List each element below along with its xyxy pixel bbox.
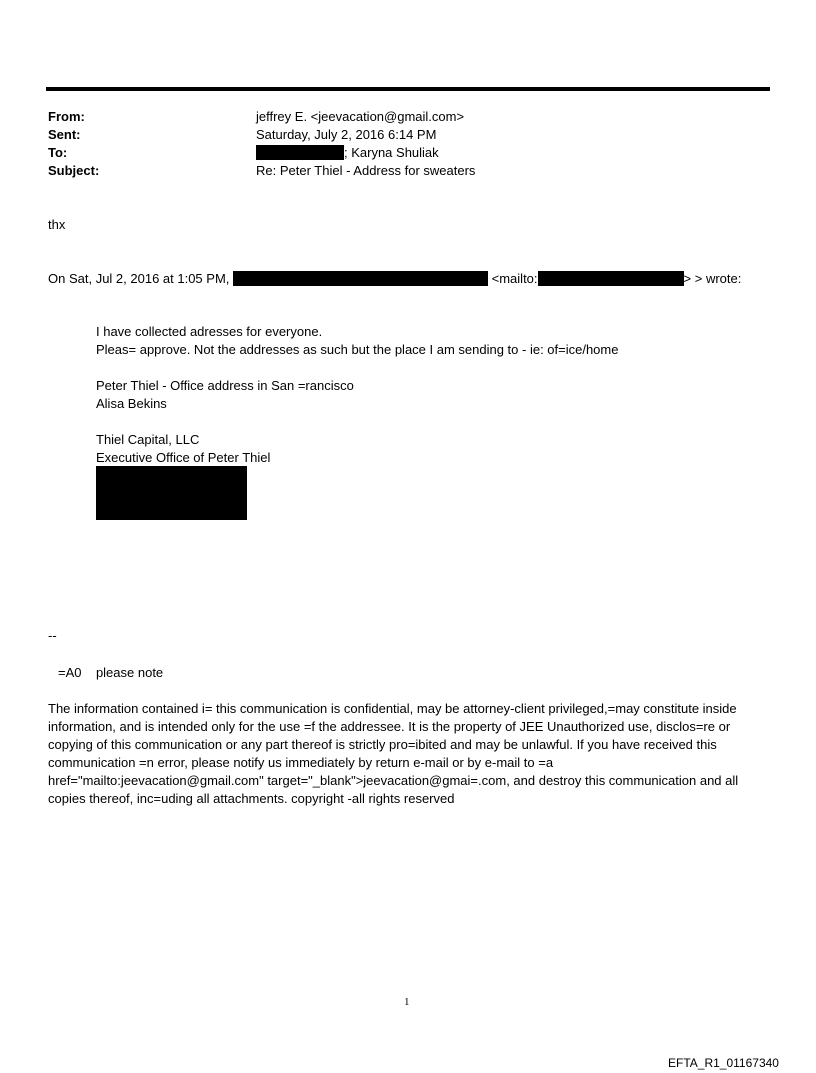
document-id: EFTA_R1_01167340 [668, 1056, 779, 1070]
sent-label: Sent: [48, 127, 81, 142]
header-rule [46, 87, 770, 91]
redaction-bar [233, 271, 488, 286]
quoted-line: Executive Office of Peter Thiel [96, 450, 271, 465]
from-value: jeffrey E. <jeevacation@gmail.com> [256, 109, 465, 124]
quoted-line: I have collected adresses for everyone. [96, 324, 323, 339]
redaction-bar [538, 271, 684, 286]
signature-note: =A0 please note [58, 665, 164, 680]
quoted-line: Thiel Capital, LLC [96, 432, 200, 447]
quote-intro-prefix: On Sat, Jul 2, 2016 at 1:05 PM, [48, 271, 230, 286]
subject-value: Re: Peter Thiel - Address for sweaters [256, 163, 476, 178]
redaction-bar [256, 145, 344, 160]
quoted-line: Peter Thiel - Office address in San =rancisco [96, 378, 354, 393]
to-label: To: [48, 145, 68, 160]
from-label: From: [48, 109, 85, 124]
to-field [256, 145, 439, 160]
subject-label: Subject: [48, 163, 100, 178]
quoted-line: Pleas= approve. Not the addresses as such but the place I am sending to - ie: of=ice/home [96, 342, 619, 357]
page-number: 1 [404, 996, 410, 1008]
reply-text: thx [48, 217, 66, 232]
signature-separator: -- [48, 628, 57, 643]
sent-value: Saturday, July 2, 2016 6:14 PM [256, 127, 437, 142]
redaction-block [96, 466, 247, 520]
confidentiality-disclaimer: The information contained i= this communication is confidential, may be attorney-client privileged,=may constitute inside information, and is intended only for the use =f the addressee. It is the property of JEE Unauthorized use, disclos=re or copying of this communication or any part thereof is strictly pro=ibited and may be unlawful. If you have received this communication =n error, please notify us immediately by return e-mail or by e-mail to =a href="mailto:jeevacation@gmail.com" target="_blank">jeevacation@gmai=.com, and destroy this communication and all copies thereof, inc=uding all attachments. copyright -all rights reserved [48, 701, 739, 806]
to-value: ; Karyna Shuliak [344, 145, 439, 160]
quote-mailto: <mailto: [491, 271, 538, 286]
quote-intro-suffix: > > wrote: [683, 271, 742, 286]
quoted-line: Alisa Bekins [96, 396, 167, 411]
quote-intro [48, 271, 741, 286]
